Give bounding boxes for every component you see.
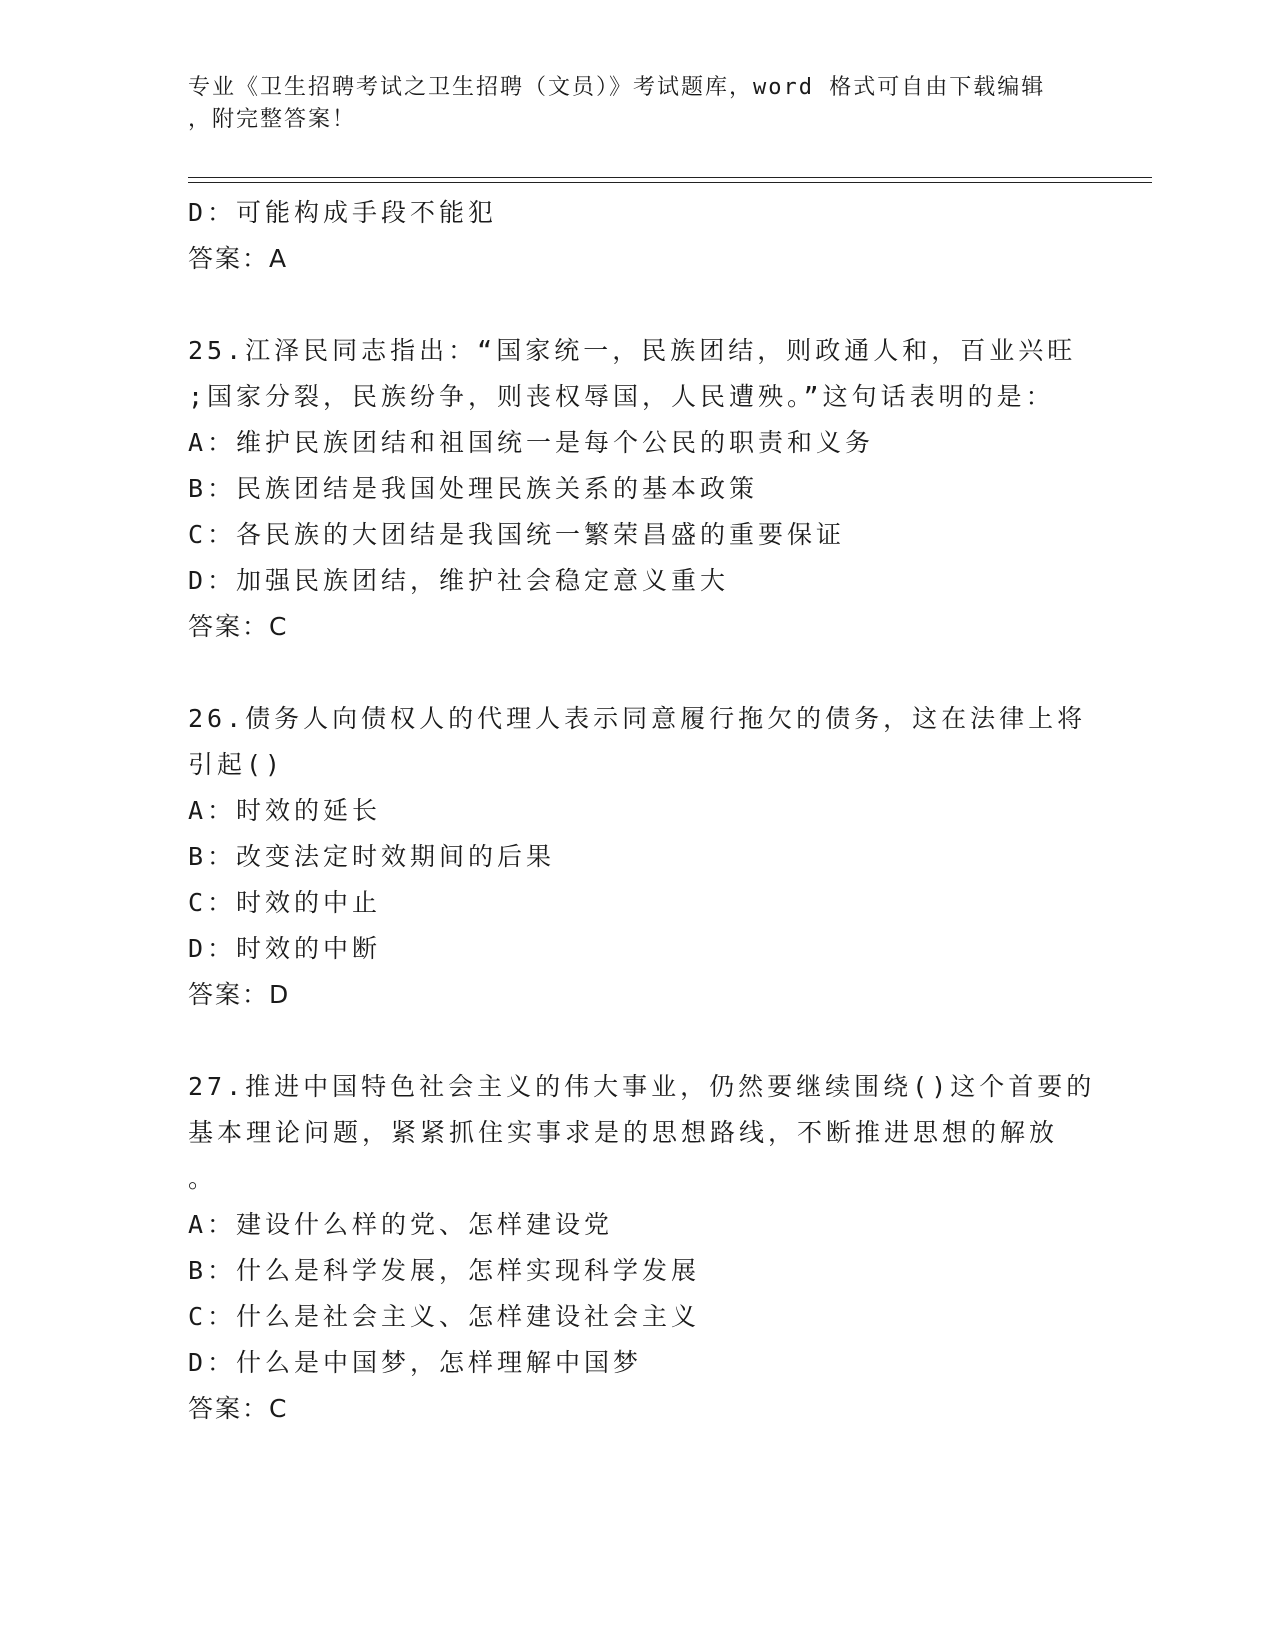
answer-line: 答案：C xyxy=(188,1394,289,1423)
option-b: B：改变法定时效期间的后果 xyxy=(188,842,556,871)
option-a: A：建设什么样的党、怎样建设党 xyxy=(188,1210,614,1239)
spacer xyxy=(188,282,1088,328)
question-content xyxy=(188,190,1096,1432)
question-stem-line: 基本理论问题，紧紧抓住实事求是的思想路线，不断推进思想的解放 xyxy=(188,1118,1059,1147)
previous-question-tail xyxy=(188,190,1088,282)
question-stem-line: 26.债务人向债权人的代理人表示同意履行拖欠的债务，这在法律上将 xyxy=(188,704,1087,733)
option-d: D：什么是中国梦，怎样理解中国梦 xyxy=(188,1348,643,1377)
option-b: B：民族团结是我国处理民族关系的基本政策 xyxy=(188,474,759,503)
option-b: B：什么是科学发展，怎样实现科学发展 xyxy=(188,1256,701,1285)
question-27 xyxy=(188,1064,1096,1432)
question-26 xyxy=(188,696,1088,1018)
document-header xyxy=(188,72,1088,136)
question-25 xyxy=(188,328,1088,650)
header-divider xyxy=(188,177,1152,183)
answer-line: 答案：D xyxy=(188,980,291,1009)
option-d: D：加强民族团结，维护社会稳定意义重大 xyxy=(188,566,730,595)
option-a: A：时效的延长 xyxy=(188,796,382,825)
header-line-1: 专业《卫生招聘考试之卫生招聘（文员）》考试题库，word 格式可自由下载编辑 xyxy=(188,75,1046,100)
question-stem-line: 引起() xyxy=(188,750,285,779)
option-d: D：时效的中断 xyxy=(188,934,382,963)
question-stem-line: 25.江泽民同志指出：“国家统一，民族团结，则政通人和，百业兴旺 xyxy=(188,336,1077,365)
option-c: C：什么是社会主义、怎样建设社会主义 xyxy=(188,1302,701,1331)
question-stem-line: ;国家分裂，民族纷争，则丧权辱国，人民遭殃。”这句话表明的是： xyxy=(188,382,1055,411)
header-line-2: ，附完整答案！ xyxy=(188,107,357,132)
spacer xyxy=(188,1018,1088,1064)
question-stem-line: 27.推进中国特色社会主义的伟大事业，仍然要继续围绕()这个首要的 xyxy=(188,1072,1096,1101)
answer-line: 答案：C xyxy=(188,612,289,641)
spacer xyxy=(188,650,1088,696)
option-a: A：维护民族团结和祖国统一是每个公民的职责和义务 xyxy=(188,428,875,457)
option-d: D：可能构成手段不能犯 xyxy=(188,198,498,227)
option-c: C：各民族的大团结是我国统一繁荣昌盛的重要保证 xyxy=(188,520,846,549)
question-stem-line: 。 xyxy=(188,1164,218,1193)
answer-line: 答案：A xyxy=(188,244,289,273)
option-c: C：时效的中止 xyxy=(188,888,382,917)
